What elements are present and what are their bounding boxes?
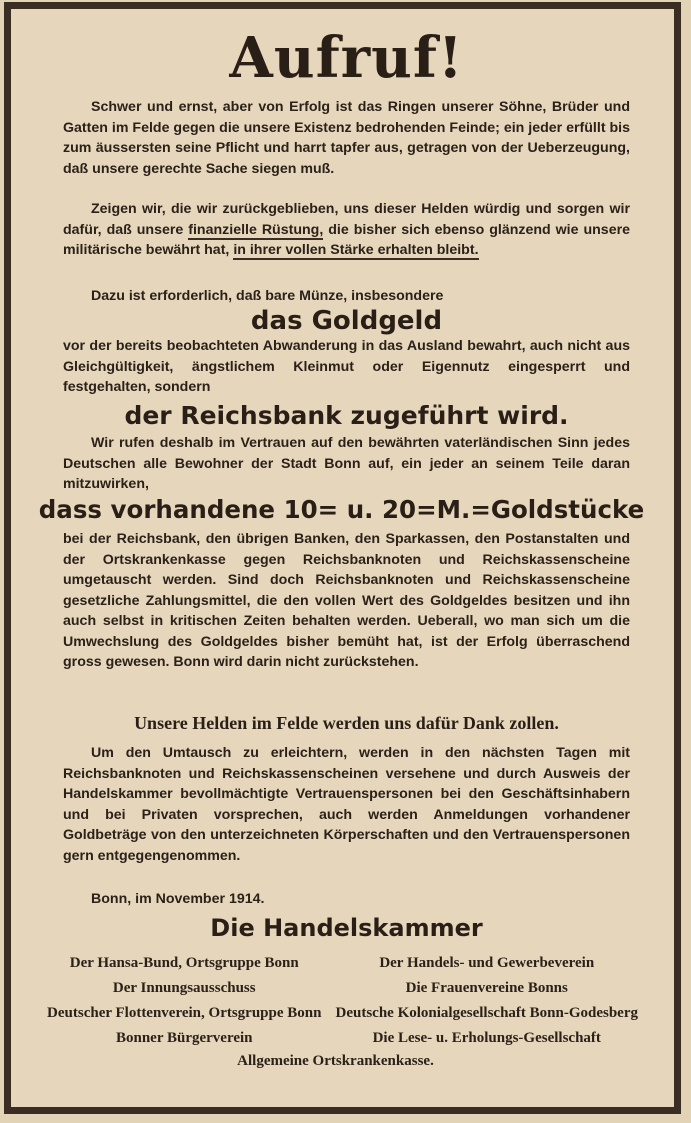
underlined-volle-staerke: in ihrer vollen Stärke erhalten bleibt. <box>233 242 479 258</box>
signatory-list <box>33 953 638 1072</box>
signatory-left: Bonner Bürgerverein <box>115 1030 253 1046</box>
signatory-right: Der Handels- und Gewerbeverein <box>379 955 595 971</box>
signatory-last: Allgemeine Ortskrankenkasse. <box>237 1053 434 1069</box>
heading-handelskammer: Die Handelskammer <box>210 914 483 942</box>
signatory-row <box>33 1028 638 1049</box>
signatory-right: Deutsche Kolonialgesellschaft Bonn-Godesberg <box>335 1005 638 1021</box>
paragraph-4: vor der bereits beobachteten Abwanderung in das Ausland bewahrt, auch nicht aus Gleichgültigkeit, ängstlichem Kleinmut oder Eigennutz eingesperrt und festgehalten, sondern <box>63 338 630 395</box>
paragraph-6: bei der Reichsbank, den übrigen Banken, den Sparkassen, den Postanstalten und der Ortskrankenkasse gegen Reichsbanknoten und Reichskassenscheine umgetauscht werden. Sind doch Reichsbanknoten und Reichskassenscheine gesetzliche Zahlungsmittel, die den vollen Wert des Goldgeldes besitzen und ihn auch selbst in kritischen Zeiten behalten werden. Ueberall, wo man sich um die Umwechslung des Goldgeldes bisher bemüht hat, ist der Erfolg überraschend gross gewesen. Bonn wird darin nicht zurückstehen. <box>63 531 630 670</box>
notice-content <box>38 9 645 1107</box>
heading-goldgeld: das Goldgeld <box>250 306 443 336</box>
signatory-right: Die Lese- u. Erholungs-Gesellschaft <box>372 1030 601 1046</box>
signatory-right: Die Frauenvereine Bonns <box>405 980 568 996</box>
paragraph-2-middle: die bisher sich ebenso glänzend wie unsere militärische bewährt hat, <box>63 221 631 258</box>
underlined-finanzielle-ruestung: finanzielle Rüstung, <box>188 221 324 238</box>
paragraph-3: Dazu ist erforderlich, daß bare Münze, insbesondere <box>91 288 444 304</box>
signatory-row <box>33 1051 638 1072</box>
signatory-left: Deutscher Flottenverein, Ortsgruppe Bonn <box>47 1005 322 1021</box>
signatory-left: Der Innungsausschuss <box>112 980 256 996</box>
signatory-row <box>33 953 638 974</box>
signatory-row <box>33 1003 638 1024</box>
notice-frame <box>4 2 681 1114</box>
paragraph-1: Schwer und ernst, aber von Erfolg ist das Ringen unserer Söhne, Brüder und Gatten im Felde gegen die unsere Existenz bedrohenden Feinde; ein jeder erfüllt bis zum äussersten seine Pflicht und harrt tapfer aus, getragen von der Ueberzeugung, daß unsere gerechte Sache siegen muß. <box>63 99 630 177</box>
paragraph-5: Wir rufen deshalb im Vertrauen auf den bewährten vaterländischen Sinn jedes Deutschen alle Bewohner der Stadt Bonn auf, ein jeder an seinem Teile daran mitzuwirken, <box>63 435 630 492</box>
signatory-left: Der Hansa-Bund, Ortsgruppe Bonn <box>69 955 299 971</box>
heading-reichsbank: der Reichsbank zugeführt wird. <box>124 401 569 430</box>
heading-goldstuecke: dass vorhandene 10= u. 20=M.=Goldstücke <box>38 495 645 524</box>
date-line: Bonn, im November 1914. <box>91 891 265 907</box>
paragraph-2-start: Zeigen wir, die wir zurückgeblieben, uns dieser Helden würdig und sorgen wir dafür, daß unsere <box>63 201 630 238</box>
notice-title: Aufruf! <box>229 25 464 91</box>
paragraph-7: Um den Umtausch zu erleichtern, werden in den nächsten Tagen mit Reichsbanknoten und Reichskassenscheinen versehene und durch Ausweis der Handelskammer bevollmächtigte Vertrauenspersonen bei den Geschäftsinhabern und bei Privaten vorsprechen, auch werden Anmeldungen vorhandener Goldbeträge von den unterzeichneten Körperschaften und den Vertrauenspersonen gern entgegengenommen. <box>63 745 630 864</box>
signatory-row <box>33 978 638 999</box>
paragraph-2 <box>63 199 630 261</box>
heading-helden: Unsere Helden im Felde werden uns dafür Dank zollen. <box>134 713 559 733</box>
